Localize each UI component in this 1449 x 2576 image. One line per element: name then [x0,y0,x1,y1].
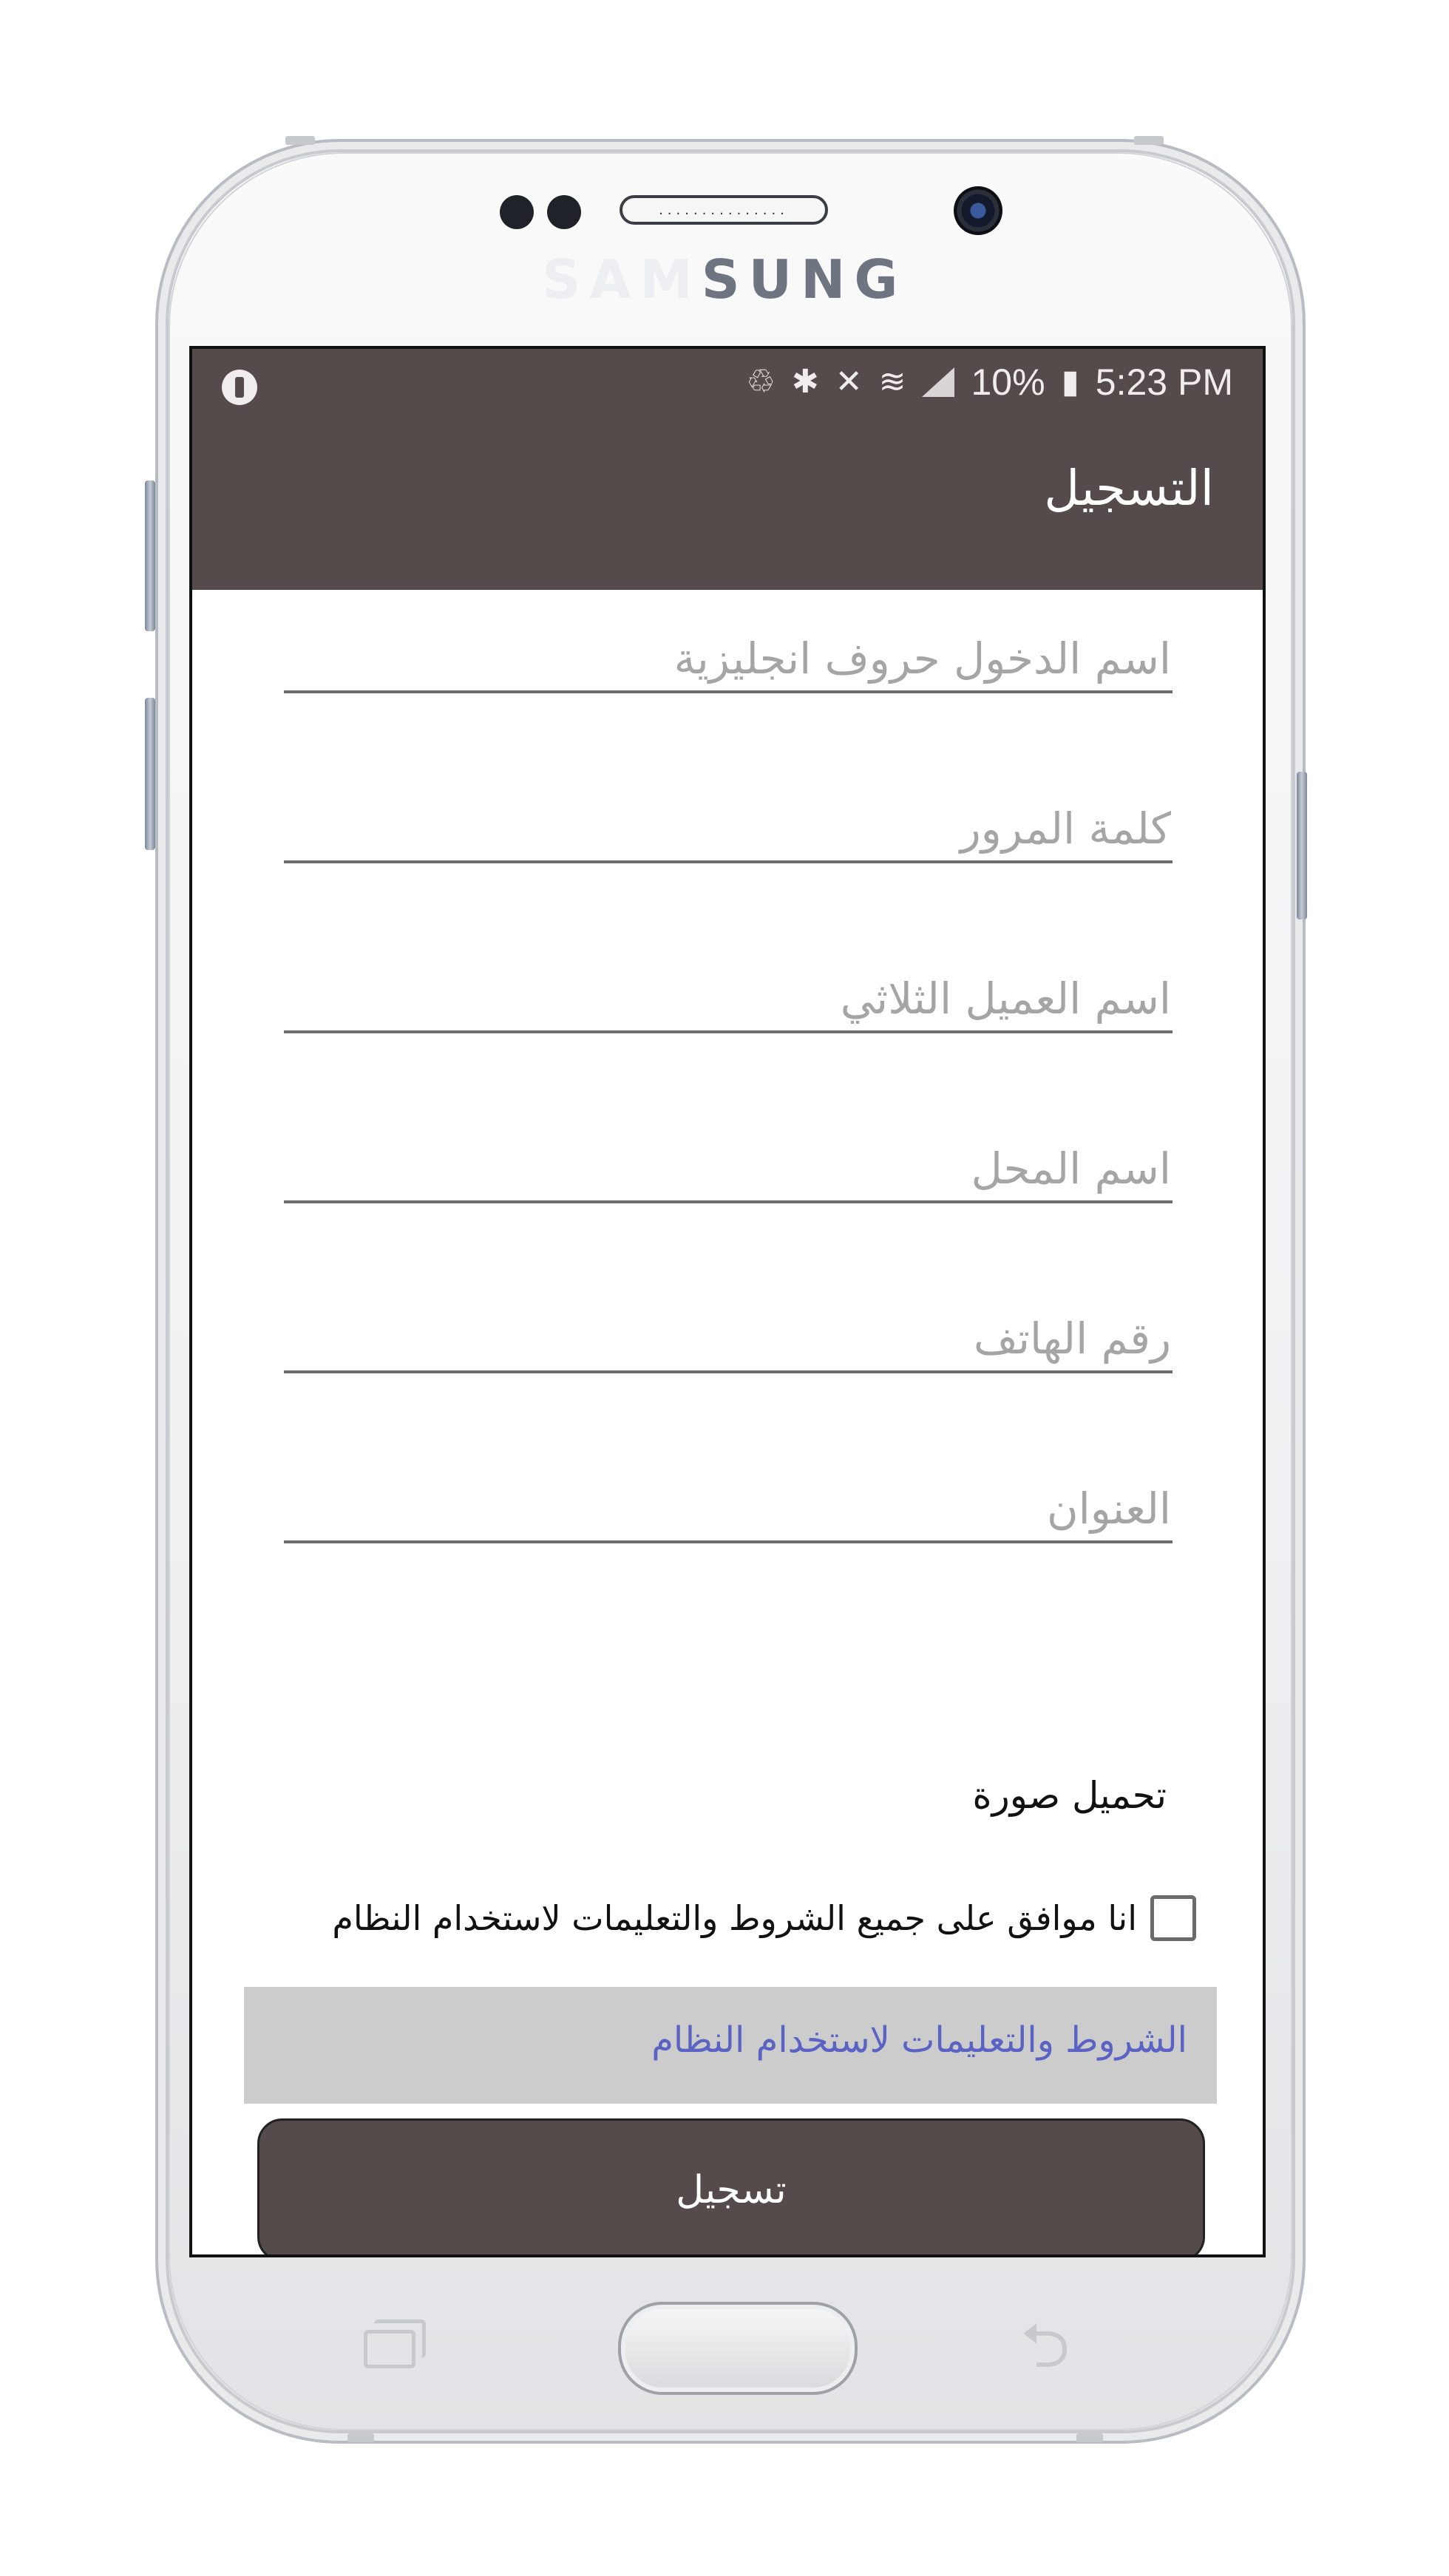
sync-icon: ♲ [746,364,776,400]
battery-percent: 10% [971,361,1045,403]
frame-cap [285,136,315,145]
phone-field[interactable] [284,1304,1173,1373]
notification-icon [222,370,257,405]
app-bar [192,415,1263,590]
screen [189,346,1266,2257]
shopname-input[interactable] [284,1143,1173,1194]
mute-icon: ✕ [835,364,863,400]
upload-image-button[interactable]: تحميل صورة [972,1774,1167,1817]
agree-label: انا موافق على جميع الشروط والتعليمات لاستخدام النظام [332,1898,1137,1938]
power-button[interactable] [1297,772,1307,920]
username-input[interactable] [284,633,1173,684]
bluetooth-icon: ✱ [791,364,819,400]
earpiece-speaker: ............... [620,195,828,225]
fullname-input[interactable] [284,973,1173,1024]
frame-cap [347,2433,374,2442]
terms-link[interactable]: الشروط والتعليمات لاستخدام النظام [651,2019,1187,2061]
sensor-dot [547,195,581,229]
username-field[interactable] [284,624,1173,693]
address-field[interactable] [284,1474,1173,1543]
agree-checkbox[interactable] [1150,1895,1196,1941]
home-button[interactable] [618,2302,858,2395]
brand-logo: SAMSUNG [542,248,907,310]
phone-input[interactable] [284,1313,1173,1365]
frame-cap [1076,2433,1103,2442]
recent-apps-icon[interactable] [364,2320,426,2368]
frame-cap [1134,136,1164,145]
status-time: 5:23 PM [1095,361,1233,403]
page-title: التسجيل [1044,460,1214,517]
back-icon[interactable]: ⮌ [1020,2309,1070,2382]
wifi-icon: ≋ [878,364,906,400]
fullname-field[interactable] [284,964,1173,1033]
volume-up-button[interactable] [145,480,155,631]
sensor-dot [500,195,534,229]
battery-icon: ▮ [1061,364,1079,400]
front-camera [954,186,1002,235]
status-icons [746,361,1233,404]
password-field[interactable] [284,794,1173,863]
status-bar [192,349,1263,415]
address-input[interactable] [284,1483,1173,1535]
shopname-field[interactable] [284,1134,1173,1203]
volume-down-button[interactable] [145,698,155,850]
agree-row[interactable] [332,1895,1196,1941]
signal-icon [922,367,954,397]
password-input[interactable] [284,803,1173,854]
terms-panel [244,1987,1217,2104]
register-button[interactable]: تسجيل [257,2118,1205,2257]
